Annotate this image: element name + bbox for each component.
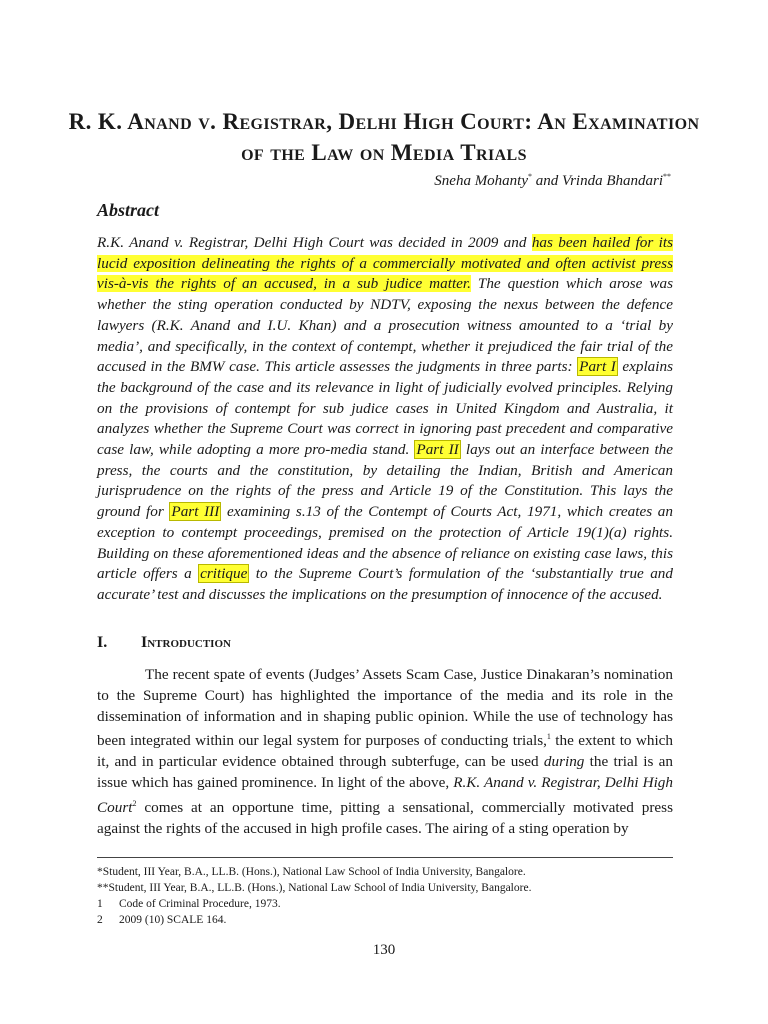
footnote-item: [97, 880, 677, 896]
footnote-text: Code of Criminal Procedure, 1973.: [119, 898, 281, 910]
footnote-mark: *: [97, 866, 103, 878]
footnotes: [97, 864, 677, 928]
author-name: Vrinda Bhandari: [562, 173, 663, 189]
abstract-text-run: examining s.13 of the Contempt of Courts Act, 1971, which creates an exception to contempt proceedings, premised on the protection of Article 19(1)(a) rights. Building on these aforementioned ideas and the absence of reliance on existing case laws, this article offers a: [97, 503, 673, 583]
case-citation: R.K. Anand v. Registrar, Delhi High Court: [97, 774, 673, 816]
footnote-reference[interactable]: 1: [546, 732, 551, 742]
abstract-heading: Abstract: [97, 200, 160, 220]
footnote-text: 2009 (10) SCALE 164.: [119, 914, 227, 926]
body-text: [97, 665, 673, 840]
author-footnote-mark: *: [528, 172, 533, 181]
footnote-reference[interactable]: 2: [132, 798, 137, 808]
abstract-text-run: lays out an interface between the press, the courts and the constitution, by detailing the Indian, British and American jurisprudence on the rights of the press and Article 19 of the Constitution. This lays the ground for: [97, 441, 673, 521]
footnote-text: Student, III Year, B.A., LL.B. (Hons.), National Law School of India University, Bangalore.: [108, 882, 532, 894]
author-line: [434, 172, 671, 190]
section-heading: [97, 634, 231, 652]
highlighted-text: Part III: [171, 503, 220, 521]
page-number: 130: [372, 942, 396, 958]
highlighted-text: Part II: [416, 441, 459, 459]
highlighted-text: has been hailed for its lucid exposition delineating the rights of a commercially motivated and often activist press vis-à-vis the rights of an accused, in a sub judice matter.: [97, 234, 673, 293]
author-connector: and: [532, 173, 563, 189]
highlighted-text: critique: [200, 565, 248, 583]
footnote-item: [97, 896, 677, 912]
author-name: Sneha Mohanty: [434, 173, 529, 189]
abstract-text-run: explains the background of the case and its relevance in light of judicially evolved principles. Relying on the provisions of contempt for sub judice cases in United Kingdom and Australia, it analyzes whether the Supreme Court was correct in ignoring past precedent and comparative case law, while adopting a more pro-media stand.: [97, 358, 673, 459]
body-text-run: the extent to which it, and in particular evidence obtained through subterfuge, can be used: [97, 732, 673, 771]
footnote-item: [97, 912, 677, 928]
footnote-mark: 2: [97, 914, 103, 926]
footnote-text: Student, III Year, B.A., LL.B. (Hons.), National Law School of India University, Bangalore.: [102, 866, 526, 878]
section-number: I.: [97, 634, 108, 651]
section-title: Introduction: [141, 634, 231, 651]
body-text-run: The recent spate of events (Judges’ Assets Scam Case, Justice Dinakaran’s nomination to the Supreme Court) has highlighted the importance of the media and its role in the dissemination of information and in shaping public opinion. While the use of technology has been integrated within our legal system for purposes of conducting trials,: [97, 666, 673, 750]
footnote-divider: [97, 857, 673, 858]
abstract-text-run: The question which arose was whether the sting operation conducted by NDTV, exposing the nexus between the defence lawyers (R.K. Anand and I.U. Khan) and a prosecution witness amounted to a ‘trial by media’, and specifically, in the context of contempt, whether it prejudiced the fair trial of the accused in the BMW case. This article assesses the judgments in three parts:: [97, 275, 673, 376]
body-text-run: comes at an opportune time, pitting a sensational, commercially motivated press against the rights of the accused in high profile cases. The airing of a sting operation by: [97, 798, 673, 837]
emphasis-text: during: [543, 753, 585, 771]
author-footnote-mark: **: [663, 172, 671, 181]
highlighted-text: Part I: [579, 358, 616, 376]
footnote-mark: 1: [97, 898, 103, 910]
footnote-item: [97, 864, 677, 880]
body-text-run: the trial is an issue which has gained prominence. In light of the above,: [97, 753, 673, 792]
article-title: R. K. Anand v. Registrar, Delhi High Court: An Examination of the Law on Media Trials: [68, 109, 700, 165]
abstract-text-run: R.K. Anand v. Registrar, Delhi High Court was decided in 2009 and: [97, 234, 532, 251]
footnote-mark: **: [97, 882, 109, 894]
abstract-text-run: to the Supreme Court’s formulation of the ‘substantially true and accurate’ test and discusses the implications on the presumption of innocence of the accused.: [97, 565, 673, 603]
body-paragraph: [97, 665, 673, 840]
abstract-text: [97, 233, 673, 606]
